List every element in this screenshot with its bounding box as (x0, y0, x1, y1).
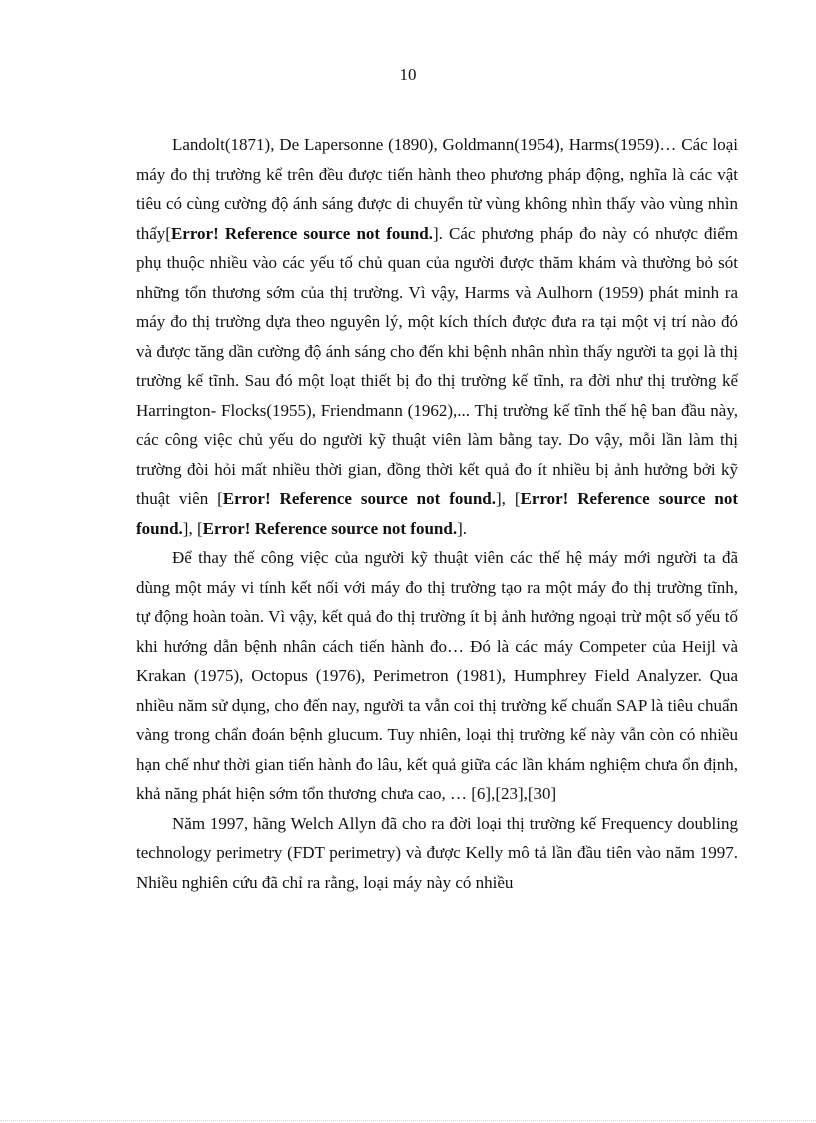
paragraph-fdt (136, 809, 738, 898)
text-segment: ], [ (496, 489, 521, 508)
text-segment: ]. Các phương pháp đo này có nhược điểm phụ thuộc nhiều vào các yếu tố chủ quan của người được thăm khám và thường bỏ sót những tổn thương sớm của thị trường. Vì vậy, Harms và Aulhorn (1959) phát minh ra máy đo thị trường dựa theo nguyên lý, một kích thích được đưa ra tại một vị trí nào đó và được tăng dần cường độ ánh sáng cho đến khi bệnh nhân nhìn thấy người ta gọi là thị trường kế tĩnh. Sau đó một loạt thiết bị đo thị trường kế tĩnh, ra đời như thị trường kế Harrington- Flocks(1955), Friendmann (1962),... Thị trường kế tĩnh thế hệ ban đầu này, các công việc chủ yếu do người kỹ thuật viên làm bằng tay. Do vậy, mỗi lần làm thị trường đòi hỏi mất nhiều thời gian, đồng thời kết quả đo ít nhiều bị ảnh hưởng bởi kỹ thuật viên [ (136, 223, 738, 508)
reference-error: Error! Reference source not found. (170, 223, 433, 243)
paragraph-automation (136, 543, 738, 809)
text-segment: Năm 1997, hãng Welch Allyn đã cho ra đời loại thị trường kế Frequency doubling technology perimetry (FDT perimetry) và được Kelly mô tả lần đầu tiên vào năm 1997. Nhiều nghiên cứu đã chỉ ra rằng, loại máy này có nhiều (136, 813, 738, 892)
text-segment: Landolt(1871), De Lapersonne (1890), Goldmann(1954), Harms(1959)… Các loại máy đo thị trường kể trên đều được tiến hành theo phương pháp động, nghĩa là các vật tiêu có cùng cường độ ánh sáng được di chuyển từ vùng không nhìn thấy vào vùng nhìn thấy[ (136, 135, 738, 243)
text-segment: ], [ (182, 518, 203, 538)
reference-error: Error! Reference source not found. (222, 489, 496, 508)
page-bottom-divider (0, 1120, 816, 1121)
reference-error: Error! Reference source not found. (136, 489, 739, 538)
paragraph-landolt (136, 130, 738, 543)
text-segment: Để thay thế công việc của người kỹ thuật viên các thế hệ máy mới người ta đã dùng một máy vi tính kết nối với máy đo thị trường tạo ra một máy đo thị trường tĩnh, tự động hoàn toàn. Vì vậy, kết quả đo thị trường ít bị ảnh hưởng ngoại trừ một số yếu tố khi hướng dẫn bệnh nhân cách tiến hành đo… Đó là các máy Competer của Heijl và Krakan (1975), Octopus (1976), Perimetron (1981), Humphrey Field Analyzer. Qua nhiều năm sử dụng, cho đến nay, người ta vẫn coi thị trường kế chuẩn SAP là tiêu chuẩn vàng trong chẩn đoán bệnh glucum. Tuy nhiên, loại thị trường kế này vẫn còn có nhiều hạn chế như thời gian tiến hành đo lâu, kết quả giữa các lần khám nghiệm chưa ổn định, khả năng phát hiện sớm tổn thương chưa cao, … [6],[23],[30] (136, 548, 738, 803)
page-number: 10 (399, 65, 417, 84)
body-text (136, 130, 738, 897)
reference-error: Error! Reference source not found. (202, 518, 458, 538)
text-segment: ]. (457, 518, 468, 538)
